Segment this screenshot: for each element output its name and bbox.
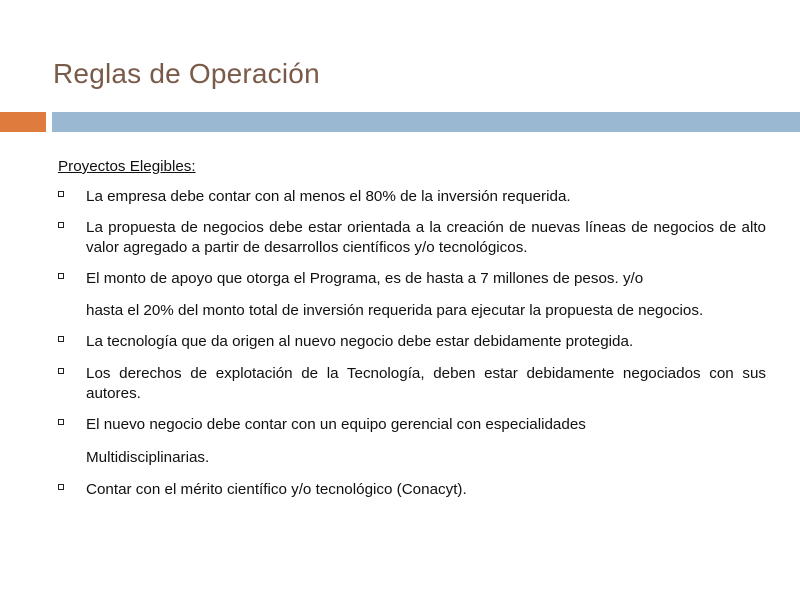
square-bullet-icon bbox=[58, 368, 64, 374]
accent-bar-orange bbox=[0, 112, 46, 132]
slide-body bbox=[58, 157, 766, 500]
square-bullet-icon bbox=[58, 273, 64, 279]
list-item bbox=[58, 187, 766, 207]
slide-title: Reglas de Operación bbox=[53, 58, 320, 89]
list-item-continuation: hasta el 20% del monto total de inversión requerida para ejecutar la propuesta de negocios. bbox=[86, 302, 704, 319]
list-item-text: El nuevo negocio debe contar con un equipo gerencial con especialidades bbox=[86, 416, 586, 433]
list-item bbox=[58, 269, 766, 289]
square-bullet-icon bbox=[58, 336, 64, 342]
list-item bbox=[58, 218, 766, 258]
square-bullet-icon bbox=[58, 484, 64, 490]
square-bullet-icon bbox=[58, 419, 64, 425]
list-item-continuation: Multidisciplinarias. bbox=[86, 449, 210, 466]
list-item-text: La propuesta de negocios debe estar orientada a la creación de nuevas líneas de negocios de alto valor agregado a partir de desarrollos científicos y/o tecnológicos. bbox=[86, 219, 766, 256]
list-item-text: Los derechos de explotación de la Tecnología, deben estar debidamente negociados con sus autores. bbox=[86, 365, 766, 402]
list-item bbox=[58, 480, 766, 500]
accent-bar-blue bbox=[52, 112, 800, 132]
list-item-text: La empresa debe contar con al menos el 80% de la inversión requerida. bbox=[86, 188, 571, 205]
square-bullet-icon bbox=[58, 191, 64, 197]
square-bullet-icon bbox=[58, 222, 64, 228]
list-item bbox=[58, 364, 766, 404]
list-item-text: Contar con el mérito científico y/o tecnológico (Conacyt). bbox=[86, 481, 467, 498]
list-item bbox=[58, 415, 766, 435]
list-item bbox=[58, 332, 766, 352]
section-heading: Proyectos Elegibles: bbox=[58, 158, 196, 175]
list-item-text: La tecnología que da origen al nuevo negocio debe estar debidamente protegida. bbox=[86, 333, 634, 350]
list-item-text: El monto de apoyo que otorga el Programa, es de hasta a 7 millones de pesos. y/o bbox=[86, 270, 644, 287]
